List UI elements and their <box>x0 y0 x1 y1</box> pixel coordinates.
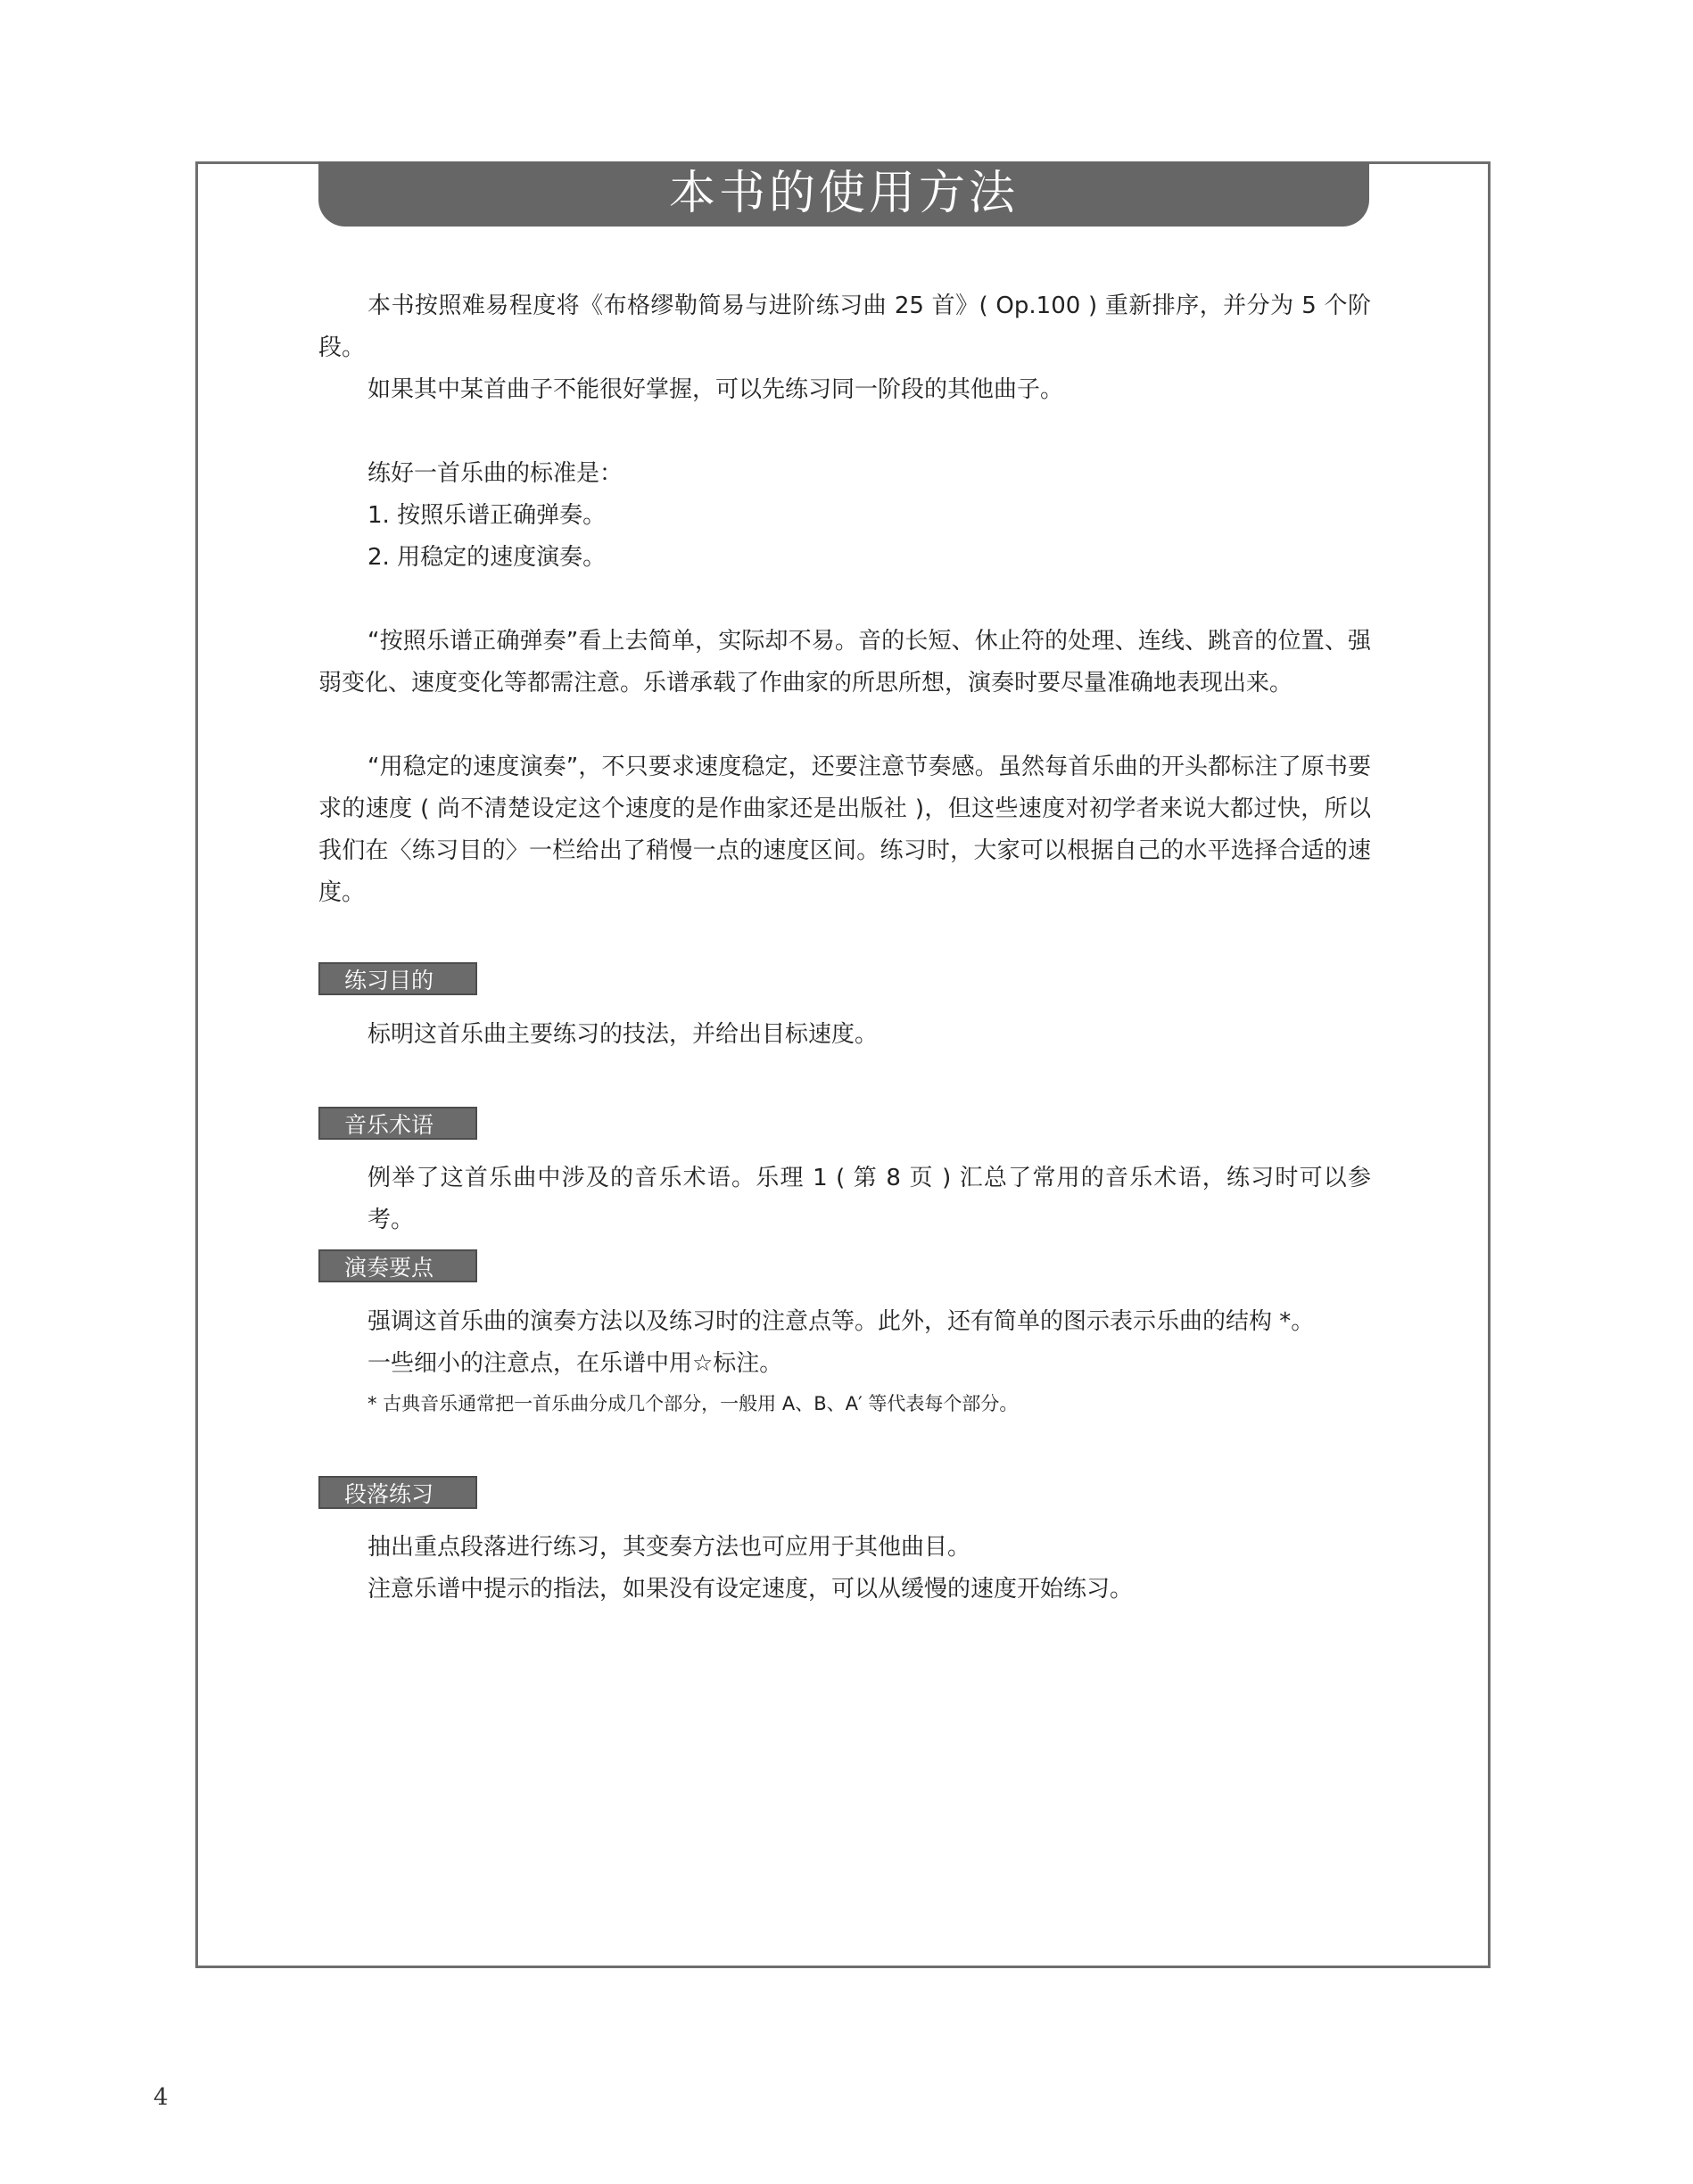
section-text-passage-1: 抽出重点段落进行练习，其变奏方法也可应用于其他曲目。 <box>368 1534 971 1561</box>
section-label-purpose: 练习目的 <box>318 962 477 995</box>
content-frame <box>195 161 1491 1968</box>
intro-paragraph-1: 本书按照难易程度将《布格缪勒简易与进阶练习曲 25 首》( Op.100 ) 重新排序，并分为 5 个阶段。 <box>318 293 1371 361</box>
section-note-points: * 古典音乐通常把一首乐曲分成几个部分，一般用 A、B、A′ 等代表每个部分。 <box>368 1393 1019 1414</box>
explanation-paragraph-1: “按照乐谱正确弹奏”看上去简单，实际却不易。音的长短、休止符的处理、连线、跳音的位置、强弱变化、速度变化等都需注意。乐谱承载了作曲家的所思所想，演奏时要尽量准确地表现出来。 <box>318 628 1371 696</box>
criteria-lead: 练好一首乐曲的标准是： <box>368 460 624 487</box>
intro-paragraph-2: 如果其中某首曲子不能很好掌握，可以先练习同一阶段的其他曲子。 <box>368 376 1064 403</box>
criteria-item-2: 2. 用稳定的速度演奏。 <box>368 544 607 571</box>
section-label-terms: 音乐术语 <box>318 1107 477 1140</box>
page-title: 本书的使用方法 <box>318 161 1369 227</box>
section-text-points-2: 一些细小的注意点，在乐谱中用☆标注。 <box>368 1350 783 1377</box>
criteria-item-1: 1. 按照乐谱正确弹奏。 <box>368 502 607 529</box>
section-text-points-1: 强调这首乐曲的演奏方法以及练习时的注意点等。此外，还有简单的图示表示乐曲的结构 *。 <box>368 1308 1315 1335</box>
section-text-passage-2: 注意乐谱中提示的指法，如果没有设定速度，可以从缓慢的速度开始练习。 <box>368 1576 1134 1603</box>
explanation-paragraph-2: “用稳定的速度演奏”，不只要求速度稳定，还要注意节奏感。虽然每首乐曲的开头都标注了原书要求的速度 ( 尚不清楚设定这个速度的是作曲家还是出版社 )，但这些速度对初学者来说大都过快，所以我们在〈练习目的〉一栏给出了稍慢一点的速度区间。练习时，大家可以根据自己的水平选择合适的速度。 <box>318 754 1371 906</box>
section-text-purpose: 标明这首乐曲主要练习的技法，并给出目标速度。 <box>368 1021 879 1048</box>
section-text-terms: 例举了这首乐曲中涉及的音乐术语。乐理 1 ( 第 8 页 ) 汇总了常用的音乐术语，练习时可以参考。 <box>368 1165 1371 1233</box>
section-label-passage: 段落练习 <box>318 1476 477 1509</box>
page-number: 4 <box>153 2084 169 2111</box>
section-label-points: 演奏要点 <box>318 1249 477 1282</box>
